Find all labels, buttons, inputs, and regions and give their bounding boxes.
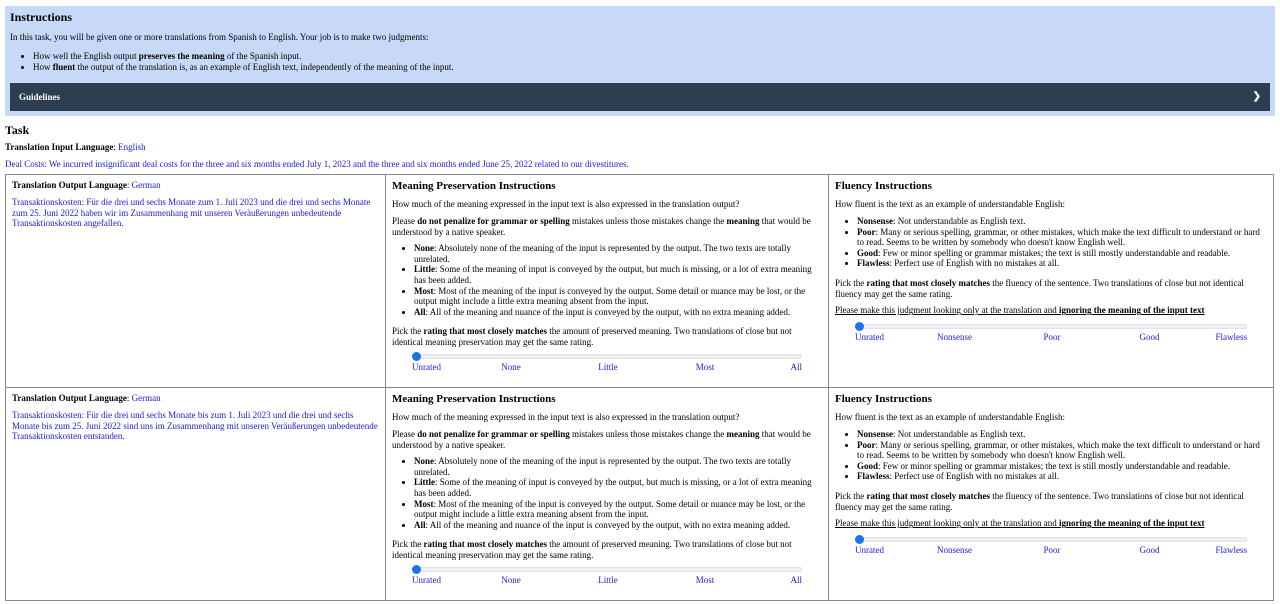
tick-flawless[interactable]: Flawless <box>1215 331 1247 342</box>
fluency-title: Fluency Instructions <box>835 393 932 406</box>
tick-unrated[interactable]: Unrated <box>412 361 441 372</box>
meaning-cell <box>386 175 829 388</box>
instructions-panel <box>5 6 1275 116</box>
tick-little[interactable]: Little <box>598 574 618 585</box>
tick-all[interactable]: All <box>790 574 802 585</box>
fluency-def-poor: • Poor: Many or serious spelling, grammar, or other mistakes, which make the text difficult to understand or hard to read. Seems to be written by somebody who doesn't know English well. <box>857 440 1267 461</box>
translation-output-text: Transaktionskosten: Für die drei und sechs Monate zum 1. Juli 2023 und die drei und sechs Monate zum 25. Juni 2022 haben wir im Zusammenhang mit unseren Veräußerungen unbedeutende Transaktionskosten angefallen. <box>12 196 371 229</box>
fluency-pick: Pick the rating that most closely matches the fluency of the sentence. Two translations of close but not identical fluency may get the same rating. <box>835 277 1244 299</box>
instructions-intro: In this task, you will be given one or more translations from Spanish to English. Your job is to make two judgments: <box>10 32 429 43</box>
meaning-slider[interactable] <box>414 567 802 572</box>
fluency-cell <box>829 388 1274 601</box>
fluency-slider[interactable] <box>857 537 1247 542</box>
chevron-right-icon: ❯ <box>1252 91 1261 103</box>
output-language: Translation Output Language: German <box>12 180 161 191</box>
fluency-def-flawless: • Flawless: Perfect use of English with no mistakes at all. <box>857 471 1267 482</box>
instructions-title: Instructions <box>10 10 73 24</box>
tick-unrated[interactable]: Unrated <box>855 331 884 342</box>
fluency-slider-thumb[interactable] <box>855 535 864 544</box>
tick-nonsense[interactable]: Nonsense <box>937 544 972 555</box>
guidelines-label: Guidelines <box>19 91 61 102</box>
meaning-note: Please do not penalize for grammar or spelling mistakes unless those mistakes change the meaning that would be understood by a native speaker. <box>392 215 811 237</box>
meaning-def-little: • Little: Some of the meaning of input is conveyed by the output, but much is missing, or a lot of extra meaning has been added. <box>414 477 822 498</box>
fluency-def-nonsense: • Nonsense: Not understandable as English text. <box>857 429 1267 440</box>
fluency-def-good: • Good: Few or minor spelling or grammar mistakes; the text is still mostly understandable and readable. <box>857 461 1267 472</box>
tick-all[interactable]: All <box>790 361 802 372</box>
tick-poor[interactable]: Poor <box>1043 544 1061 555</box>
meaning-slider-labels <box>414 575 802 587</box>
meaning-title: Meaning Preservation Instructions <box>392 393 556 406</box>
instructions-item-meaning: • How well the English output preserves the meaning of the Spanish input. <box>33 51 1270 62</box>
fluency-def-flawless: • Flawless: Perfect use of English with no mistakes at all. <box>857 258 1267 269</box>
task-title: Task <box>5 122 30 137</box>
translations-table <box>5 174 1274 601</box>
fluency-slider-thumb[interactable] <box>855 322 864 331</box>
fluency-note: Please make this judgment looking only at the translation and ignoring the meaning of the input text <box>835 305 1205 316</box>
tick-little[interactable]: Little <box>598 361 618 372</box>
output-language: Translation Output Language: German <box>12 393 161 404</box>
fluency-note: Please make this judgment looking only at the translation and ignoring the meaning of the input text <box>835 518 1205 529</box>
meaning-def-little: • Little: Some of the meaning of input is conveyed by the output, but much is missing, or a lot of extra meaning has been added. <box>414 264 822 285</box>
fluency-def-poor: • Poor: Many or serious spelling, grammar, or other mistakes, which make the text difficult to understand or hard to read. Seems to be written by somebody who doesn't know English well. <box>857 227 1267 248</box>
fluency-definitions <box>835 429 1267 482</box>
tick-most[interactable]: Most <box>695 574 715 585</box>
input-language: Translation Input Language: English <box>5 142 146 153</box>
instructions-item-fluency: • How fluent the output of the translation is, as an example of English text, independently of the meaning of the input. <box>33 62 1270 73</box>
tick-poor[interactable]: Poor <box>1043 331 1061 342</box>
meaning-note: Please do not penalize for grammar or spelling mistakes unless those mistakes change the meaning that would be understood by a native speaker. <box>392 428 811 450</box>
meaning-pick: Pick the rating that most closely matches the amount of preserved meaning. Two translations of close but not identical meaning preservation may get the same rating. <box>392 326 792 348</box>
fluency-cell <box>829 175 1274 388</box>
tick-none[interactable]: None <box>501 574 521 585</box>
meaning-question: How much of the meaning expressed in the input text is also expressed in the translation output? <box>392 412 740 423</box>
meaning-question: How much of the meaning expressed in the input text is also expressed in the translation output? <box>392 199 740 210</box>
meaning-def-all: • All: All of the meaning and nuance of the input is conveyed by the output, with no extra meaning added. <box>414 520 822 531</box>
meaning-definitions <box>392 243 822 317</box>
tick-flawless[interactable]: Flawless <box>1215 544 1247 555</box>
meaning-def-none: • None: Absolutely none of the meaning of the input is represented by the output. The two texts are totally unrelated. <box>414 243 822 264</box>
meaning-title: Meaning Preservation Instructions <box>392 180 556 193</box>
fluency-question: How fluent is the text as an example of understandable English: <box>835 199 1065 210</box>
meaning-slider[interactable] <box>414 354 802 359</box>
meaning-pick: Pick the rating that most closely matches the amount of preserved meaning. Two translations of close but not identical meaning preservation may get the same rating. <box>392 539 792 561</box>
meaning-slider-thumb[interactable] <box>412 352 421 361</box>
tick-good[interactable]: Good <box>1139 331 1160 342</box>
meaning-definitions <box>392 456 822 530</box>
fluency-title: Fluency Instructions <box>835 180 932 193</box>
translation-output-cell <box>6 388 386 601</box>
fluency-def-good: • Good: Few or minor spelling or grammar mistakes; the text is still mostly understandable and readable. <box>857 248 1267 259</box>
fluency-definitions <box>835 216 1267 269</box>
meaning-def-most: • Most: Most of the meaning of the input is conveyed by the output. Some detail or nuance may be lost, or the output might include a little extra meaning absent from the input. <box>414 499 822 520</box>
meaning-slider-thumb[interactable] <box>412 565 421 574</box>
translation-output-cell <box>6 175 386 388</box>
fluency-def-nonsense: • Nonsense: Not understandable as English text. <box>857 216 1267 227</box>
fluency-pick: Pick the rating that most closely matches the fluency of the sentence. Two translations of close but not identical fluency may get the same rating. <box>835 490 1244 512</box>
fluency-slider[interactable] <box>857 324 1247 329</box>
meaning-def-none: • None: Absolutely none of the meaning of the input is represented by the output. The two texts are totally unrelated. <box>414 456 822 477</box>
translation-row <box>6 388 1274 601</box>
fluency-question: How fluent is the text as an example of understandable English: <box>835 412 1065 423</box>
tick-none[interactable]: None <box>501 361 521 372</box>
translation-output-text: Transaktionskosten: Für die drei und sechs Monate bis zum 1. Juli 2023 und die drei und sechs Monate bis zum 25. Juni 2022 sind uns im Zusammenhang mit unseren Veräußerungen unbedeutende Transaktionskosten entstanden. <box>12 409 378 442</box>
fluency-slider-labels <box>857 545 1247 557</box>
tick-most[interactable]: Most <box>695 361 715 372</box>
translation-row <box>6 175 1274 388</box>
tick-nonsense[interactable]: Nonsense <box>937 331 972 342</box>
instructions-list <box>10 51 1270 73</box>
meaning-slider-labels <box>414 362 802 374</box>
tick-good[interactable]: Good <box>1139 544 1160 555</box>
meaning-def-all: • All: All of the meaning and nuance of the input is conveyed by the output, with no extra meaning added. <box>414 307 822 318</box>
tick-unrated[interactable]: Unrated <box>412 574 441 585</box>
tick-unrated[interactable]: Unrated <box>855 544 884 555</box>
guidelines-toggle[interactable] <box>10 83 1270 111</box>
fluency-slider-labels <box>857 332 1247 344</box>
meaning-cell <box>386 388 829 601</box>
source-text: Deal Costs: We incurred insignificant deal costs for the three and six months ended July 1, 2023 and the three and six months ended June 25, 2022 related to our divestitures. <box>5 158 629 169</box>
meaning-def-most: • Most: Most of the meaning of the input is conveyed by the output. Some detail or nuance may be lost, or the output might include a little extra meaning absent from the input. <box>414 286 822 307</box>
